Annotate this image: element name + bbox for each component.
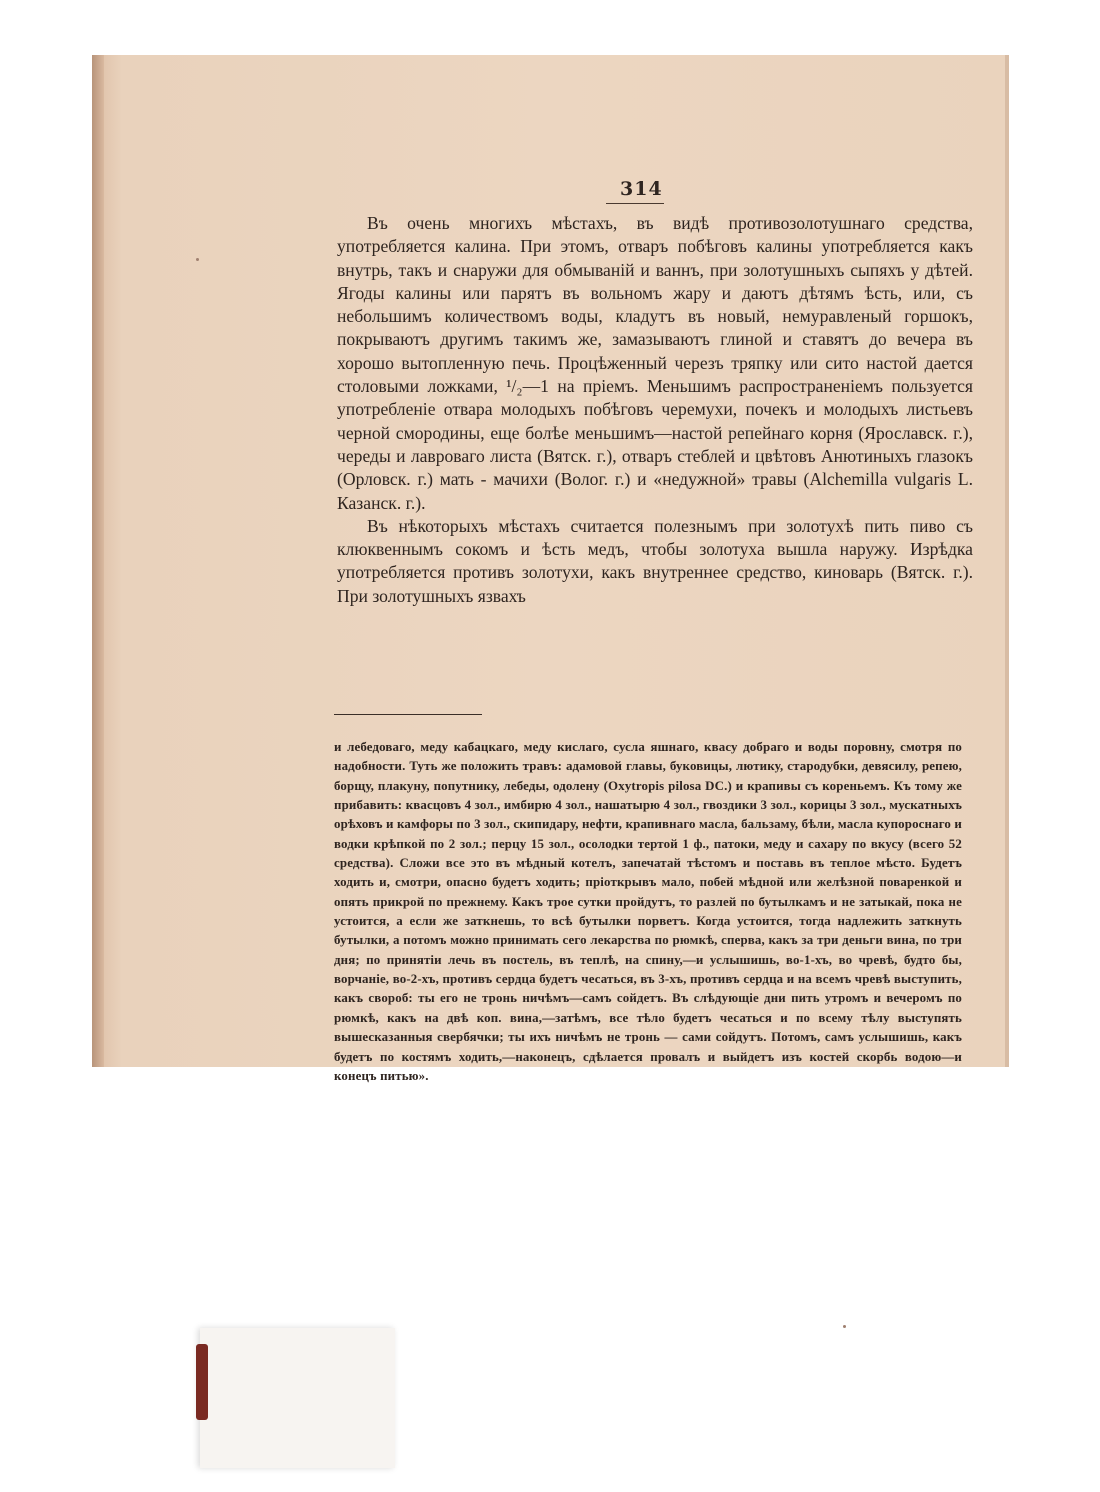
- paragraph-2: Въ нѣкоторыхъ мѣстахъ считается полезнымъ при золотухѣ пить пиво съ клюквеннымъ сокомъ и ѣсть медъ, чтобы золотуха вышла наружу. Изрѣдка употребляется противъ золотухи, какъ внутреннее средство, киноварь (Вятск. г.). При золотушныхъ язвахъ: [337, 515, 973, 606]
- bookmark-mark: [196, 1344, 208, 1420]
- page-right-edge: [1005, 55, 1009, 1067]
- paper-insert-tab: [200, 1328, 395, 1468]
- page-binding-edge: [92, 55, 104, 1067]
- paragraph-1: Въ очень многихъ мѣстахъ, въ видѣ противозолотушнаго средства, употребляется калина. При этомъ, отваръ побѣговъ калины употребляется какъ внутрь, такъ и снаружи для обмываній и ваннъ, при золотушныхъ сыпяхъ у дѣтей. Ягоды калины или парятъ въ вольномъ жару и даютъ дѣтямъ ѣсть, или, съ небольшимъ количествомъ воды, кладутъ въ новый, немуравленый горшокъ, покрываютъ другимъ такимъ же, замазываютъ глиной и ставятъ до вечера въ хорошо вытопленную печь. Процѣженный черезъ тряпку или сито настой дается столовыми ложками, ¹/₂—1 на пріемъ. Меньшимъ распространеніемъ пользуется употребленіе отвара молодыхъ побѣговъ черемухи, почекъ и молодыхъ листьевъ черной смородины, еще болѣе меньшимъ—настой репейнаго корня (Ярославск. г.), череды и лавроваго листа (Вятск. г.), отваръ стеблей и цвѣтовъ Анютиныхъ глазокъ (Орловск. г.) мать - мачихи (Волог. г.) и «недужной» травы (Alchemilla vulgaris L. Казанск. г.).: [337, 213, 973, 513]
- footnote: и лебедоваго, меду кабацкаго, меду кислаго, сусла яшнаго, квасу добраго и воды поровну, смотря по надобности. Туть же положить травъ: адамовой главы, буковицы, лютику, стародубки, девясилу, репею, борщу, плакуну, попутнику, лебеды, одолену (Oxytropis pilosa DC.) и крапивы съ кореньемъ. Къ тому же прибавить: квасцовъ 4 зол., имбирю 4 зол., нашатырю 4 зол., гвоздики 3 зол., корицы 3 зол., мускатныхъ орѣховъ и камфоры по 3 зол., скипидару, нефти, крапивнаго масла, бальзаму, бѣли, масла купороснаго и водки крѣпкой по 2 зол.; перцу 15 зол., осолодки тертой 1 ф., патоки, меду и сахару по вкусу (всего 52 средства). Сложи все это въ мѣдный котелъ, запечатай тѣстомъ и поставь въ теплое мѣсто. Будетъ ходить и, смотри, опасно будетъ ходить; пріоткрывъ мало, побей мѣдной или желѣзной поваренкой и опять прикрой по прежнему. Какъ трое сутки пройдутъ, то разлей по бутылкамъ и не затыкай, пока не устоится, а если же заткнешь, то всѣ бутылки порветъ. Когда устоится, тогда надлежить заткнуть бутылки, а потомъ можно принимать сего лекарства по рюмкѣ, сперва, какъ за три деньги вина, по три дня; по принятіи лечь въ постель, въ теплѣ, на спину,—и услышишь, во-1-хъ, во чревѣ, будто бы, ворчаніе, во-2-хъ, противъ сердца будетъ чесаться, въ 3-хъ, противъ сердца и на всемъ чревѣ выступить, какъ свороб: ты его не тронь ничѣмъ—самъ сойдетъ. Въ слѣдующіе дни пить утромъ и вечеромъ по рюмкѣ, какъ на двѣ коп. вина,—затѣмъ, все тѣло будетъ чесаться и по всему тѣлу выступять вышесказанныя свербячки; ты ихъ ничѣмъ не тронь — сами сойдутъ. Потомъ, самъ услышишь, какъ будетъ по костямъ ходить,—наконецъ, сдѣлается провалъ и выйдетъ изъ костей скорбь водою—и конецъ питью».: [334, 740, 962, 1083]
- footnote-rule: [334, 714, 482, 715]
- page-number: 314: [620, 178, 663, 200]
- page-speck: [843, 1325, 846, 1328]
- page-number-rule: [606, 203, 664, 204]
- page-speck: [196, 258, 199, 261]
- main-text: [337, 212, 973, 608]
